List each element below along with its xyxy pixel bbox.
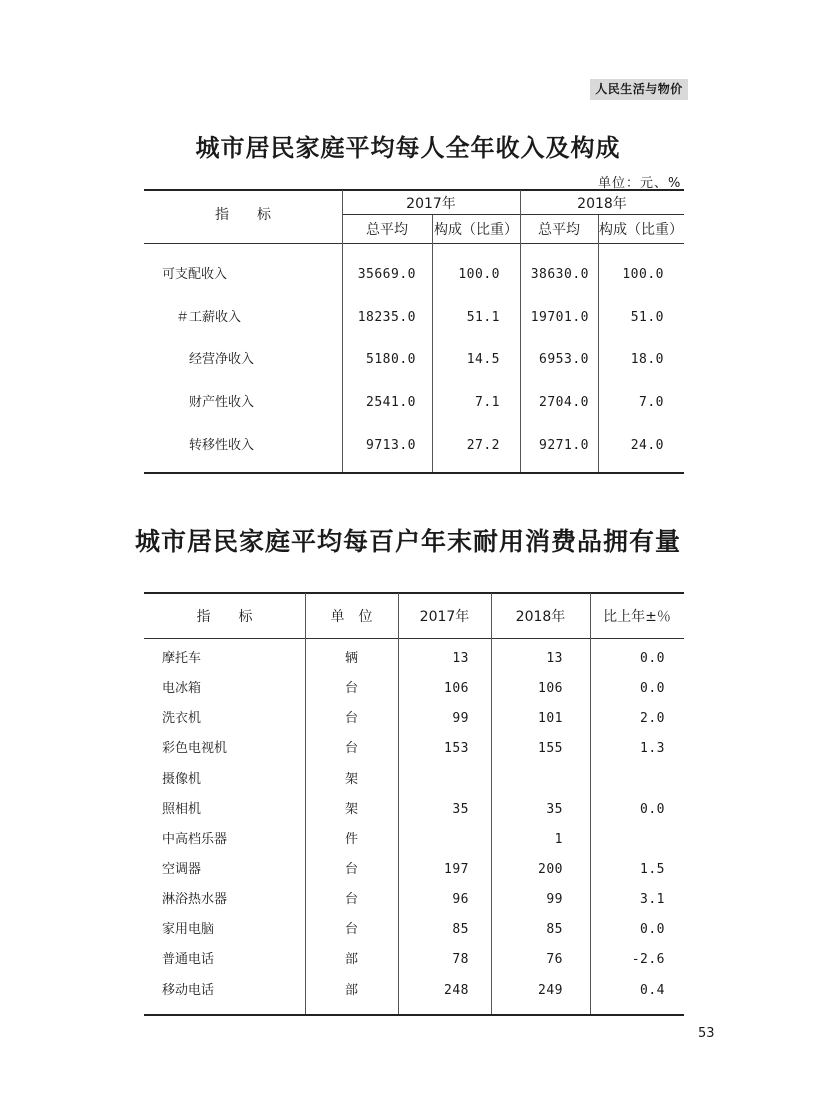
income-header-2017: 2017年	[406, 196, 456, 212]
income-header-2018-total: 总平均	[538, 222, 580, 238]
goods-row-change: 0.0	[640, 922, 665, 937]
goods-row-2018: 99	[546, 892, 563, 907]
income-row-2017-total: 2541.0	[366, 395, 416, 410]
income-row-2018-share: 18.0	[630, 352, 664, 367]
goods-row-label: 摩托车	[162, 651, 202, 666]
goods-row-2017: 35	[452, 802, 469, 817]
income-header-2017-total: 总平均	[366, 222, 408, 238]
goods-row-change: -2.6	[631, 952, 665, 967]
income-row-label: 经营净收入	[189, 352, 255, 367]
goods-row-2017: 78	[452, 952, 469, 967]
goods-row-label: 洗衣机	[162, 711, 202, 726]
income-header-indicator: 指 标	[215, 207, 271, 223]
goods-row-change: 0.0	[640, 681, 665, 696]
goods-row-2017: 106	[444, 681, 469, 696]
income-row-2018-total: 2704.0	[539, 395, 589, 410]
goods-row-label: 彩色电视机	[162, 741, 228, 756]
goods-row-2018: 35	[546, 802, 563, 817]
section-tag: 人民生活与物价	[590, 79, 688, 100]
income-row-2017-total: 35669.0	[357, 267, 416, 282]
goods-row-label: 家用电脑	[162, 922, 215, 937]
income-row-2018-share: 7.0	[639, 395, 664, 410]
goods-row-unit: 件	[344, 832, 358, 847]
goods-row-2017: 99	[452, 711, 469, 726]
income-row-2018-total: 9271.0	[539, 438, 589, 453]
goods-row-change: 1.3	[640, 741, 665, 756]
goods-row-label: 普通电话	[162, 952, 215, 967]
goods-row-2018: 1	[554, 832, 563, 847]
income-row-2017-share: 7.1	[475, 395, 500, 410]
goods-row-unit: 部	[344, 983, 358, 998]
goods-row-unit: 部	[344, 952, 358, 967]
income-header-2018: 2018年	[577, 196, 627, 212]
income-row-label: 可支配收入	[162, 267, 228, 282]
income-row-2018-share: 100.0	[622, 267, 664, 282]
goods-row-2018: 155	[538, 741, 563, 756]
income-table-title: 城市居民家庭平均每人全年收入及构成	[195, 133, 621, 162]
income-row-2017-share: 51.1	[466, 310, 500, 325]
goods-row-unit: 台	[344, 922, 358, 937]
goods-header-change: 比上年±％	[603, 609, 671, 625]
goods-row-2017: 13	[452, 651, 469, 666]
goods-row-2017: 85	[452, 922, 469, 937]
income-row-2018-total: 19701.0	[530, 310, 589, 325]
goods-header-2017: 2017年	[419, 609, 470, 625]
goods-row-2018: 76	[546, 952, 563, 967]
goods-row-unit: 台	[344, 711, 358, 726]
income-row-2017-total: 18235.0	[357, 310, 416, 325]
goods-row-unit: 台	[344, 681, 358, 696]
goods-row-label: 中高档乐器	[162, 832, 228, 847]
goods-row-label: 淋浴热水器	[162, 892, 228, 907]
goods-row-unit: 台	[344, 741, 358, 756]
goods-header-unit: 单 位	[330, 609, 373, 625]
goods-header-indicator: 指 标	[196, 609, 253, 625]
goods-row-unit: 台	[344, 862, 358, 877]
goods-row-unit: 台	[344, 892, 358, 907]
income-row-2018-total: 6953.0	[539, 352, 589, 367]
goods-row-unit: 架	[344, 772, 358, 787]
income-row-2017-total: 5180.0	[366, 352, 416, 367]
income-row-2017-share: 14.5	[466, 352, 500, 367]
goods-row-change: 0.4	[640, 983, 665, 998]
goods-row-2018: 101	[538, 711, 563, 726]
goods-row-2018: 13	[546, 651, 563, 666]
goods-header-2018: 2018年	[515, 609, 566, 625]
income-row-label: ＃工薪收入	[176, 310, 242, 325]
goods-row-change: 0.0	[640, 651, 665, 666]
goods-row-2018: 85	[546, 922, 563, 937]
income-row-2017-total: 9713.0	[366, 438, 416, 453]
goods-row-2017: 153	[444, 741, 469, 756]
income-row-2017-share: 27.2	[466, 438, 500, 453]
income-table-unit: 单位：元、%	[598, 176, 682, 191]
goods-row-unit: 辆	[344, 651, 358, 666]
goods-row-2017: 248	[444, 983, 469, 998]
income-header-2017-share: 构成（比重）	[434, 222, 518, 238]
goods-row-label: 照相机	[162, 802, 202, 817]
goods-row-2017: 96	[452, 892, 469, 907]
goods-row-label: 摄像机	[162, 772, 202, 787]
income-row-2018-total: 38630.0	[530, 267, 589, 282]
goods-row-change: 1.5	[640, 862, 665, 877]
income-row-2018-share: 51.0	[630, 310, 664, 325]
goods-table-title: 城市居民家庭平均每百户年末耐用消费品拥有量	[134, 527, 681, 556]
page-number: 53	[698, 1026, 715, 1041]
goods-row-change: 0.0	[640, 802, 665, 817]
income-row-label: 财产性收入	[189, 395, 255, 410]
goods-row-2018: 249	[538, 983, 563, 998]
income-row-2018-share: 24.0	[630, 438, 664, 453]
goods-row-change: 2.0	[640, 711, 665, 726]
goods-row-label: 电冰箱	[162, 681, 202, 696]
goods-row-change: 3.1	[640, 892, 665, 907]
goods-row-unit: 架	[344, 802, 358, 817]
goods-row-label: 移动电话	[162, 983, 215, 998]
goods-row-2017: 197	[444, 862, 469, 877]
goods-row-2018: 200	[538, 862, 563, 877]
income-row-label: 转移性收入	[189, 438, 255, 453]
income-header-2018-share: 构成（比重）	[599, 222, 683, 238]
goods-row-label: 空调器	[162, 862, 202, 877]
income-row-2017-share: 100.0	[458, 267, 500, 282]
goods-row-2018: 106	[538, 681, 563, 696]
